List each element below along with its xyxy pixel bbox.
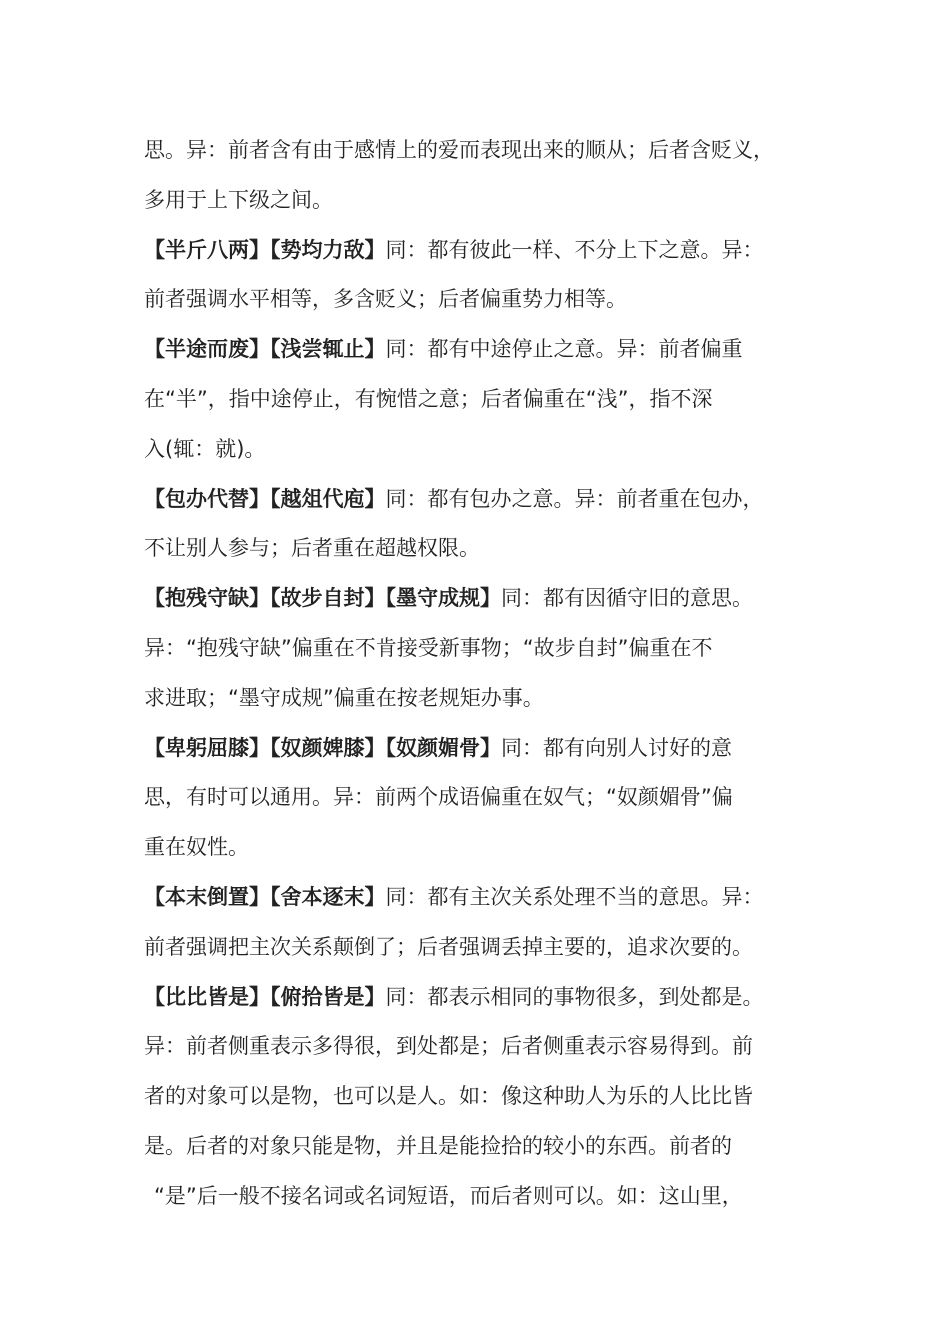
line-text: 同：都有彼此一样、不分上下之意。异： xyxy=(385,237,764,262)
text-line xyxy=(144,773,816,823)
line-text: 入(辄：就)。 xyxy=(144,436,266,461)
idiom-terms: 【比比皆是】【俯拾皆是】 xyxy=(144,984,386,1009)
idiom-terms: 【半途而废】【浅尝辄止】 xyxy=(144,337,386,362)
text-line xyxy=(144,923,816,973)
line-text: 思。异：前者含有由于感情上的爱而表现出来的顺从；后者含贬义， xyxy=(144,138,774,162)
idiom-terms: 【本末倒置】【舍本逐末】 xyxy=(144,884,386,909)
text-line xyxy=(144,973,816,1023)
line-text: 前者强调把主次关系颠倒了；后者强调丢掉主要的，追求次要的。 xyxy=(144,934,753,959)
document-body xyxy=(144,126,816,1222)
line-text: 者的对象可以是物，也可以是人。如：像这种助人为乐的人比比皆 xyxy=(144,1084,753,1109)
line-text: 同：都有包办之意。异：前者重在包办， xyxy=(385,486,764,511)
text-line xyxy=(144,425,816,475)
line-text: 同：都有因循守旧的意思。 xyxy=(501,586,753,611)
text-line xyxy=(144,524,816,574)
text-line xyxy=(144,1072,816,1122)
text-line xyxy=(144,873,816,923)
line-text: 重在奴性。 xyxy=(144,835,249,860)
line-text: 求进取；“墨守成规”偏重在按老规矩办事。 xyxy=(144,685,544,710)
line-text: 同：都有中途停止之意。异：前者偏重 xyxy=(385,337,743,362)
line-text: 多用于上下级之间。 xyxy=(144,187,333,212)
line-text: 同：都表示相同的事物很多，到处都是。 xyxy=(385,984,764,1009)
text-line xyxy=(144,724,816,774)
line-text: 是。后者的对象只能是物，并且是能捡拾的较小的东西。前者的 xyxy=(144,1133,732,1158)
idiom-terms: 【抱残守缺】【故步自封】【墨守成规】 xyxy=(144,586,501,611)
text-line xyxy=(144,1172,816,1222)
idiom-terms: 【半斤八两】【势均力敌】 xyxy=(144,237,386,262)
line-text: 异：前者侧重表示多得很，到处都是；后者侧重表示容易得到。前 xyxy=(144,1034,753,1059)
line-text: 不让别人参与；后者重在超越权限。 xyxy=(144,536,480,561)
text-line xyxy=(144,674,816,724)
idiom-terms: 【包办代替】【越俎代庖】 xyxy=(144,486,386,511)
idiom-terms: 【卑躬屈膝】【奴颜婢膝】【奴颜媚骨】 xyxy=(144,735,501,760)
line-text: 异：“抱残守缺”偏重在不肯接受新事物；“故步自封”偏重在不 xyxy=(144,635,713,660)
text-line xyxy=(144,176,816,226)
line-text: 同：都有主次关系处理不当的意思。异： xyxy=(385,884,764,909)
text-line xyxy=(144,624,816,674)
text-line xyxy=(144,126,816,176)
line-text: 同：都有向别人讨好的意 xyxy=(501,735,732,760)
text-line xyxy=(144,1022,816,1072)
line-text: “是”后一般不接名词或名词短语，而后者则可以。如：这山里， xyxy=(154,1183,743,1208)
text-line xyxy=(144,375,816,425)
line-text: 在“半”，指中途停止，有惋惜之意；后者偏重在“浅”，指不深 xyxy=(144,386,713,411)
text-line xyxy=(144,823,816,873)
text-line xyxy=(144,275,816,325)
line-text: 思，有时可以通用。异：前两个成语偏重在奴气；“奴颜媚骨”偏 xyxy=(144,785,733,810)
line-text: 前者强调水平相等，多含贬义；后者偏重势力相等。 xyxy=(144,287,627,312)
text-line xyxy=(144,475,816,525)
text-line xyxy=(144,1122,816,1172)
text-line xyxy=(144,574,816,624)
text-line xyxy=(144,325,816,375)
text-line xyxy=(144,226,816,276)
